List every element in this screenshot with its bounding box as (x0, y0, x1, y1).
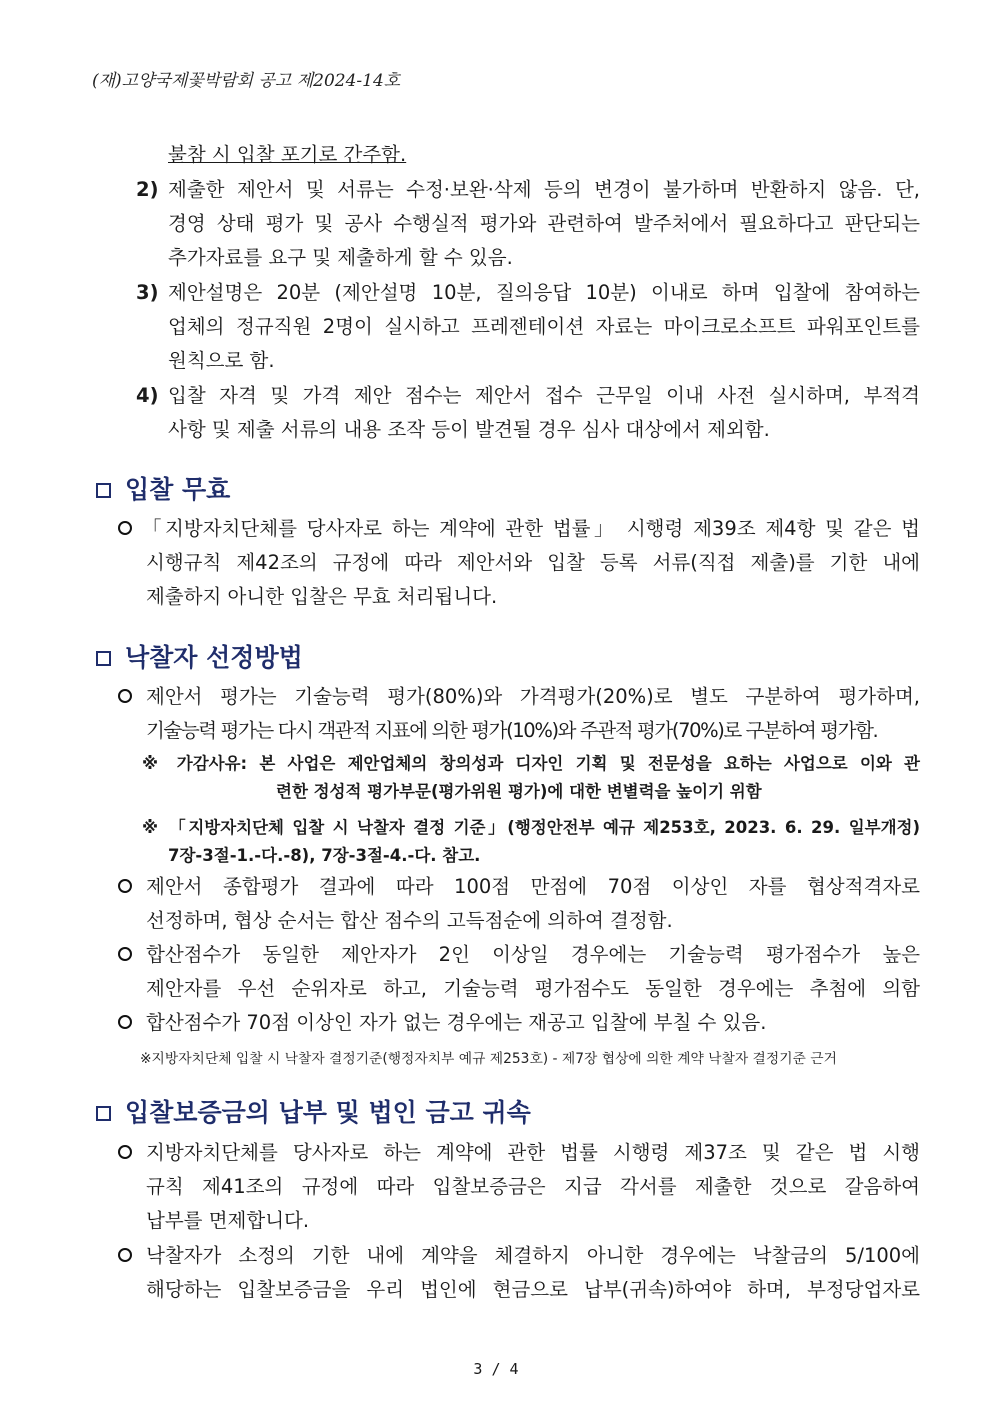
section-heading-deposit (96, 1096, 531, 1130)
item-4-line-1: 입찰 자격 및 가격 제안 점수는 제안서 접수 근무일 이내 사전 실시하며, 부적격 (168, 384, 920, 407)
section-heading-selection (96, 641, 303, 675)
selection-bullet3-line-2: 제안자를 우선 순위자로 하고, 기술능력 평가점수도 동일한 경우에는 추첨에 의함 (146, 977, 920, 1000)
selection-note1-line-1: ※ 가감사유: 본 사업은 제안업체의 창의성과 디자인 기획 및 전문성을 요하는 사업으로 이와 관 (142, 754, 920, 773)
page-number: 3 / 4 (473, 1360, 519, 1378)
checkbox-square-icon (96, 651, 111, 666)
item-2-line-2: 경영 상태 평가 및 공사 수행실적 평가와 관련하여 발주처에서 필요하다고 판단되는 (168, 212, 920, 235)
deposit-bullet2-line-2: 해당하는 입찰보증금을 우리 법인에 현금으로 납부(귀속)하여야 하며, 부정당업자로 (146, 1278, 920, 1301)
selection-bullet1-line-2: 기술능력 평가는 다시 객관적 지표에 의한 평가(10%)와 주관적 평가(70%)로 구분하여 평가함. (146, 719, 878, 742)
invalid-line-3: 제출하지 아니한 입찰은 무효 처리됩니다. (146, 585, 498, 608)
item-3-line-1: 제안설명은 20분 (제안설명 10분, 질의응답 10분) 이내로 하며 입찰에 참여하는 (168, 281, 920, 304)
selection-bullet3-line-1: 합산점수가 동일한 제안자가 2인 이상일 경우에는 기술능력 평가점수가 높은 (146, 943, 920, 966)
selection-bullet1-line-1: 제안서 평가는 기술능력 평가(80%)와 가격평가(20%)로 별도 구분하여 평가하며, (146, 685, 920, 708)
item-number: 4) (136, 384, 159, 407)
invalid-line-1: 「지방자치단체를 당사자로 하는 계약에 관한 법률」 시행령 제39조 제4항 및 같은 법 (142, 517, 920, 540)
selection-bullet2-line-1: 제안서 종합평가 결과에 따라 100점 만점에 70점 이상인 자를 협상적격자로 (146, 875, 920, 898)
deposit-bullet2-line-1: 낙찰자가 소정의 기한 내에 계약을 체결하지 아니한 경우에는 낙찰금의 5/100에 (146, 1244, 920, 1267)
circle-bullet-icon (118, 1248, 132, 1262)
section-title: 입찰 무효 (125, 475, 231, 504)
item-4-line-2: 사항 및 제출 서류의 내용 조작 등이 발견될 경우 심사 대상에서 제외함. (168, 418, 770, 441)
item-2-line-1: 제출한 제안서 및 서류는 수정·보완·삭제 등의 변경이 불가하며 반환하지 않음. 단, (168, 178, 920, 201)
deposit-bullet1-line-3: 납부를 면제합니다. (146, 1209, 310, 1232)
circle-bullet-icon (118, 879, 132, 893)
circle-bullet-icon (118, 1145, 132, 1159)
section-heading-invalid (96, 473, 230, 507)
selection-small-note: ※지방자치단체 입찰 시 낙찰자 결정기준(행정자치부 예규 제253호) - 제7장 협상에 의한 계약 낙찰자 결정기준 근거 (140, 1051, 837, 1067)
checkbox-square-icon (96, 1106, 111, 1121)
section-title: 낙찰자 선정방법 (125, 643, 303, 672)
invalid-line-2: 시행규칙 제42조의 규정에 따라 제안서와 입찰 등록 서류(직접 제출)를 기한 내에 (146, 551, 920, 574)
deposit-bullet1-line-2: 규칙 제41조의 규정에 따라 입찰보증금은 지급 각서를 제출한 것으로 갈음하여 (146, 1175, 920, 1198)
deposit-bullet1-line-1: 지방자치단체를 당사자로 하는 계약에 관한 법률 시행령 제37조 및 같은 법 시행 (146, 1141, 920, 1164)
circle-bullet-icon (118, 521, 132, 535)
selection-bullet4-line-1: 합산점수가 70점 이상인 자가 없는 경우에는 재공고 입찰에 부칠 수 있음. (146, 1011, 767, 1034)
section-title: 입찰보증금의 납부 및 법인 금고 귀속 (125, 1098, 531, 1127)
continued-line: 불참 시 입찰 포기로 간주함. (168, 143, 407, 166)
circle-bullet-icon (118, 689, 132, 703)
circle-bullet-icon (118, 947, 132, 961)
checkbox-square-icon (96, 483, 111, 498)
selection-note1-line-2: 련한 정성적 평가부문(평가위원 평가)에 대한 변별력을 높이기 위함 (276, 782, 762, 801)
item-number: 2) (136, 178, 159, 201)
item-3-line-2: 업체의 정규직원 2명이 실시하고 프레젠테이션 자료는 마이크로소프트 파워포인트를 (168, 315, 920, 338)
selection-bullet2-line-2: 선정하며, 협상 순서는 합산 점수의 고득점순에 의하여 결정함. (146, 909, 673, 932)
document-header: (재)고양국제꽃박람회 공고 제2024-14호 (92, 71, 401, 91)
item-2-line-3: 추가자료를 요구 및 제출하게 할 수 있음. (168, 246, 513, 269)
selection-note2-line-2: 7장-3절-1.-다.-8), 7장-3절-4.-다. 참고. (168, 846, 481, 865)
item-number: 3) (136, 281, 159, 304)
circle-bullet-icon (118, 1015, 132, 1029)
selection-note2-line-1: ※ 「지방자치단체 입찰 시 낙찰자 결정 기준」(행정안전부 예규 제253호, 2023. 6. 29. 일부개정) (142, 818, 920, 837)
item-3-line-3: 원칙으로 함. (168, 349, 275, 372)
